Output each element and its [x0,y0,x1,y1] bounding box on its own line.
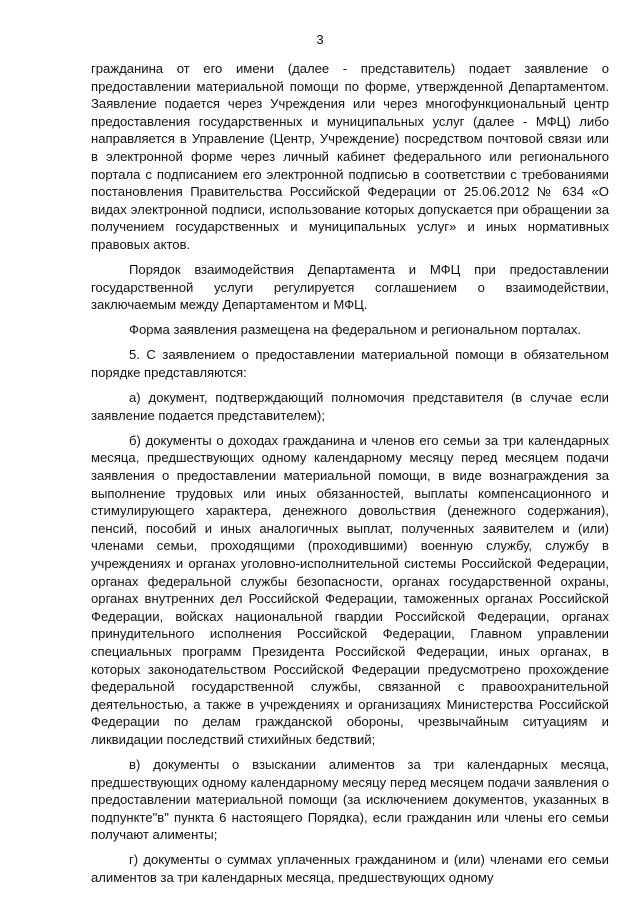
paragraph-subitem-a: а) документ, подтверждающий полномочия представителя (в случае если заявление подается представителем); [91,390,609,423]
paragraph-subitem-v: в) документы о взыскании алиментов за три календарных месяца, предшествующих одному календарному месяцу перед месяцем подачи заявления о предоставлении материальной помощи (за исключением документов, указанных в подпункте"в" пункта 6 настоящего Порядка), если гражданин или члены его семьи получают алименты; [91,756,609,843]
paragraph-item-5: 5. С заявлением о предоставлении материальной помощи в обязательном порядке представляются: [91,347,609,380]
paragraph-subitem-g: г) документы о суммах уплаченных гражданином и (или) членами его семьи алиментов за три календарных месяца, предшествующих одному [91,852,609,886]
document-body [91,60,609,887]
paragraph-interaction-procedure: Порядок взаимодействия Департамента и МФЦ при предоставлении государственной услуги регулируется соглашением о взаимодействии, заключаемым между Департаментом и МФЦ. [91,262,609,313]
paragraph-representative-application: гражданина от его имени (далее - представитель) подает заявление о предоставлении материальной помощи по форме, утвержденной Департаментом. Заявление подается через Учреждения или через многофункциональный центр предоставления государственных и муниципальных услуг (далее - МФЦ) либо направляется в Управление (Центр, Учреждение) посредством почтовой связи или в электронной форме через личный кабинет федерального или регионального портала с подписанием его электронной подписью в соответствии с требованиями постановления Правительства Российской Федерации от 25.06.2012 № 634 «О видах электронной подписи, использование которых допускается при обращении за получением государственных и муниципальных услуг» и иных нормативных правовых актов. [91,61,609,252]
page-number: 3 [316,32,324,47]
paragraph-application-form: Форма заявления размещена на федеральном и региональном порталах. [129,322,582,338]
paragraph-subitem-b: б) документы о доходах гражданина и членов его семьи за три календарных месяца, предшествующих одному календарному месяцу перед месяцем подачи заявления о предоставлении материальной помощи, в виде вознаграждения за выполнение трудовых или иных обязанностей, выплаты компенсационного и стимулирующего характера, денежного довольствия (денежного содержания), пенсий, пособий и иных аналогичных выплат, полученных заявителем и (или) членами семьи, проходящими (проходившими) военную службу, службу в учреждениях и органах уголовно-исполнительной системы Российской Федерации, органах федеральной службы безопасности, органах государственной охраны, органах внутренних дел Российской Федерации, таможенных органах Российской Федерации, войсках национальной гвардии Российской Федерации, органах принудительного исполнения Российской Федерации, Главном управлении специальных программ Президента Российской Федерации, иных органах, в которых законодательством Российской Федерации предусмотрено прохождение федеральной государственной службы, связанной с правоохранительной деятельностью, а также в учреждениях и организациях Министерства Российской Федерации по делам гражданской обороны, чрезвычайным ситуациям и ликвидации последствий стихийных бедствий; [91,432,609,747]
